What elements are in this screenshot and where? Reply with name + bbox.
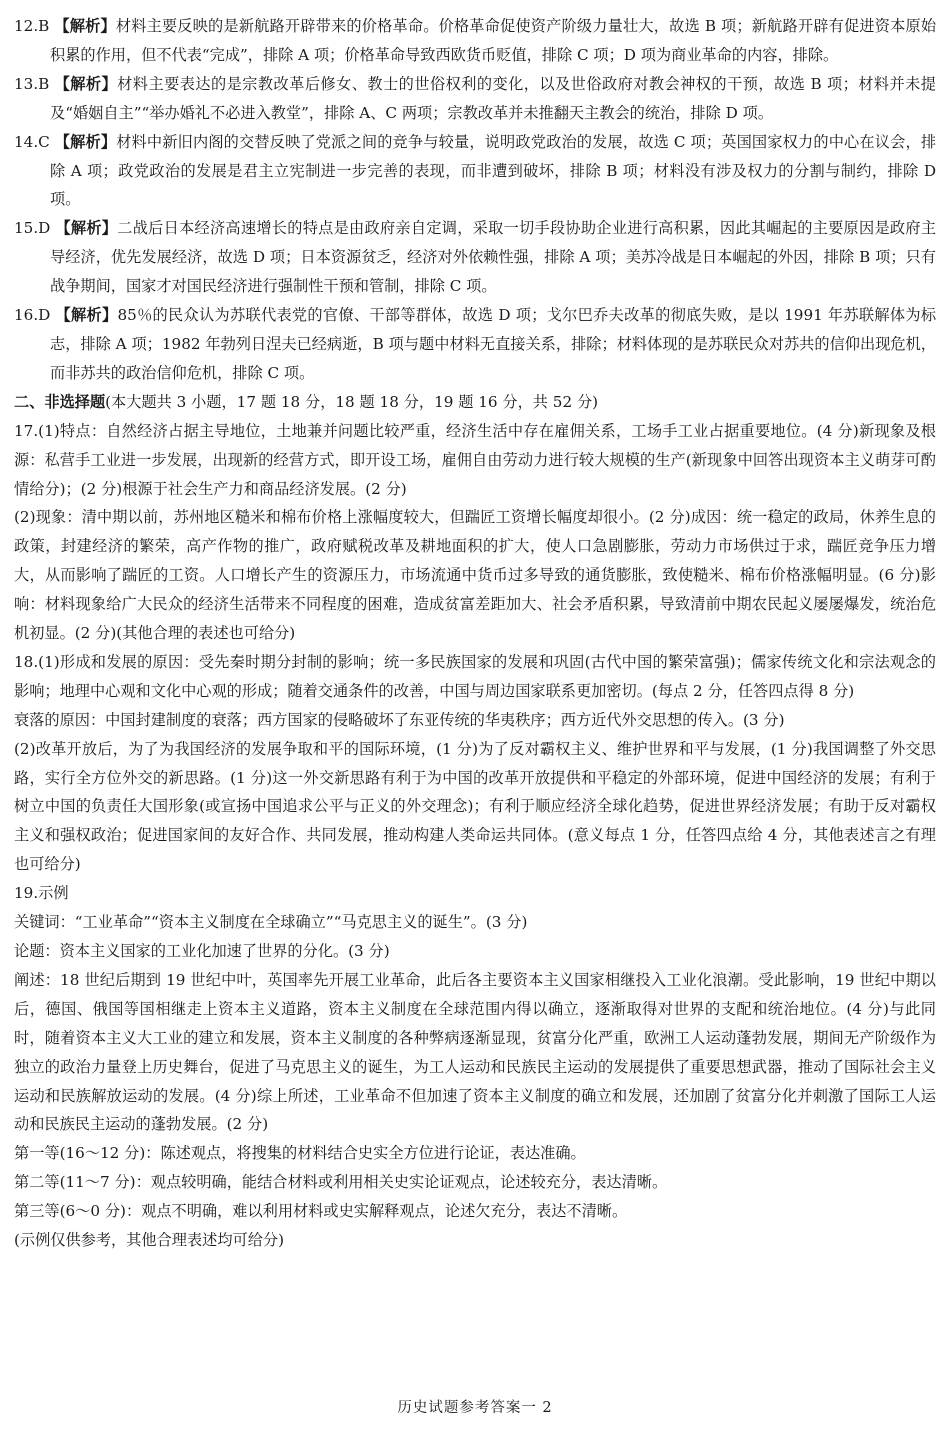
answer-12 bbox=[14, 12, 936, 70]
question-number: 15.D bbox=[14, 219, 51, 238]
analysis-text: 85％的民众认为苏联代表党的官僚、干部等群体，故选 D 项；戈尔巴乔夫改革的彻底失败，是以 1991 年苏联解体为标志，排除 A 项；1982 年勃列日涅夫已经病逝，B 项与题中材料无直接关系，排除；材料体现的是苏联民众对苏共的信仰出现危机，而非苏共的政治信仰危机，排除 C 项。 bbox=[50, 306, 937, 382]
question-number: 14.C bbox=[14, 132, 50, 151]
question-number: 12.B bbox=[14, 17, 50, 35]
analysis-tag: 【解析】 bbox=[54, 74, 118, 93]
answer-18-part1: 18.(1)形成和发展的原因：受先秦时期分封制的影响；统一多民族国家的发展和巩固(古代中国的繁荣富强)；儒家传统文化和宗法观念的影响；地理中心观和文化中心观的形成；随着交通条件的改善，中国与周边国家联系更加密切。(每点 2 分，任答四点得 8 分) bbox=[14, 652, 936, 700]
question-number: 13.B bbox=[14, 74, 50, 93]
analysis-tag: 【解析】 bbox=[55, 219, 118, 238]
answer-19-body: 阐述：18 世纪后期到 19 世纪中叶，英国率先开展工业革命，此后各主要资本主义国家相继投入工业化浪潮。受此影响，19 世纪中期以后，德国、俄国等国相继走上资本主义道路，资本主义制度在全球范围内得以确立，逐渐取得对世界的支配和统治地位。(4 分)与此同时，随着资本主义大工业的建立和发展，资本主义制度的各种弊病逐渐显现，贫富分化严重，欧洲工人运动蓬勃发展，期间无产阶级作为独立的政治力量登上历史舞台，促进了马克思主义的诞生，为工人运动和民族民主运动的发展提供了重要思想武器，推动了国际社会主义运动和民族解放运动的发展。(4 分)综上所述，工业革命不但加速了资本主义制度的确立和发展，还加剧了贫富分化并刺激了国际工人运动和民族民主运动的蓬勃发展。(2 分) bbox=[14, 970, 936, 1134]
answer-17-part2: (2)现象：清中期以前，苏州地区糙米和棉布价格上涨幅度较大，但踹匠工资增长幅度却很小。(2 分)成因：统一稳定的政局，休养生息的政策，封建经济的繁荣，高产作物的推广，政府赋税改革及耕地面积的扩大，使人口急剧膨胀，劳动力市场供过于求，踹匠竞争压力增大，从而影响了踹匠的工资。人口增长产生的资源压力，市场流通中货币过多导致的通货膨胀，致使糙米、棉布价格涨幅明显。(6 分)影响：材料现象给广大民众的经济生活带来不同程度的困难，造成贫富差距加大、社会矛盾积累，导致清前中期农民起义屡屡爆发，统治危机初显。(2 分)(其他合理的表述也可给分) bbox=[14, 508, 936, 643]
section-heading bbox=[14, 388, 936, 417]
analysis-text: 材料主要反映的是新航路开辟带来的价格革命。价格革命促使资产阶级力量壮大，故选 B 项；新航路开辟有促进资本原始积累的作用，但不代表“完成”，排除 A 项；价格革命导致西欧货币贬值，排除 C 项；D 项为商业革命的内容，排除。 bbox=[50, 17, 937, 64]
grade-level-2: 第二等(11～7 分)：观点较明确，能结合材料或利用相关史实论证观点，论述较充分，表达清晰。 bbox=[14, 1173, 668, 1192]
answer-content bbox=[14, 12, 936, 1255]
section-note: (本大题共 3 小题，17 题 18 分，18 题 18 分，19 题 16 分，共 52 分) bbox=[105, 392, 599, 411]
answer-14 bbox=[14, 128, 936, 215]
answer-18-part2: (2)改革开放后，为了为我国经济的发展争取和平的国际环境，(1 分)为了反对霸权主义、维护世界和平与发展，(1 分)我国调整了外交思路，实行全方位外交的新思路。(1 分)这一外交新思路有利于为中国的改革开放提供和平稳定的外部环境，促进中国经济的发展；有利于树立中国的负责任大国形象(或宣扬中国追求公平与正义的外交理念)；有利于顺应经济全球化趋势，促进世界经济发展；有助于反对霸权主义和强权政治；促进国家间的友好合作、共同发展，推动构建人类命运共同体。(意义每点 1 分，任答四点给 4 分，其他表述言之有理也可给分) bbox=[14, 739, 936, 874]
grade-level-3: 第三等(6～0 分)：观点不明确，难以利用材料或史实解释观点，论述欠充分，表达不清晰。 bbox=[14, 1202, 628, 1221]
section-title: 二、非选择题 bbox=[14, 392, 106, 411]
answer-17-part1: 17.(1)特点：自然经济占据主导地位，土地兼并问题比较严重，经济生活中存在雇佣关系，工场手工业占据重要地位。(4 分)新现象及根源：私营手工业进一步发展，出现新的经营方式，即开设工场，雇佣自由劳动力进行较大规模的生产(新现象中回答出现资本主义萌芽可酌情给分)；(2 分)根源于社会生产力和商品经济发展。(2 分) bbox=[14, 421, 936, 498]
answer-19-keywords: 关键词：“工业革命”“资本主义制度在全球确立”“马克思主义的诞生”。(3 分) bbox=[14, 913, 528, 932]
answer-18-decline: 衰落的原因：中国封建制度的衰落；西方国家的侵略破坏了东亚传统的华夷秩序；西方近代外交思想的传入。(3 分) bbox=[14, 710, 785, 729]
analysis-text: 材料主要表达的是宗教改革后修女、教士的世俗权利的变化，以及世俗政府对教会神权的干预，故选 B 项；材料并未提及“婚姻自主”“举办婚礼不必进入教堂”，排除 A、C 两项；宗教改革并未推翻天主教会的统治，排除 D 项。 bbox=[50, 74, 936, 122]
question-number: 16.D bbox=[14, 306, 51, 325]
analysis-tag: 【解析】 bbox=[55, 306, 118, 325]
analysis-tag: 【解析】 bbox=[54, 132, 117, 151]
analysis-text: 二战后日本经济高速增长的特点是由政府亲自定调，采取一切手段协助企业进行高积累，因此其崛起的主要原因是政府主导经济，优先发展经济，故选 D 项；日本资源贫乏，经济对外依赖性强，排除 A 项；美苏冷战是日本崛起的外因，排除 B 项；只有战争期间，国家才对国民经济进行强制性干预和管制，排除 C 项。 bbox=[50, 219, 936, 296]
answer-19-thesis: 论题：资本主义国家的工业化加速了世界的分化。(3 分) bbox=[14, 942, 390, 960]
answer-15 bbox=[14, 214, 936, 301]
answer-13 bbox=[14, 70, 936, 128]
answer-16 bbox=[14, 301, 936, 388]
page-footer: 历史试题参考答案一 2 bbox=[397, 1400, 553, 1416]
answer-19-heading: 19.示例 bbox=[14, 884, 69, 903]
grade-level-1: 第一等(16～12 分)：陈述观点，将搜集的材料结合史实全方位进行论证，表达准确。 bbox=[14, 1144, 586, 1163]
analysis-tag: 【解析】 bbox=[54, 17, 116, 35]
analysis-text: 材料中新旧内阁的交替反映了党派之间的竞争与较量，说明政党政治的发展，故选 C 项；英国国家权力的中心在议会，排除 A 项；政党政治的发展是君主立宪制进一步完善的表现，而非遭到破坏，排除 B 项；材料没有涉及权力的分割与制约，排除 D 项。 bbox=[50, 132, 937, 209]
answer-19-note: (示例仅供参考，其他合理表述均可给分) bbox=[14, 1231, 285, 1250]
